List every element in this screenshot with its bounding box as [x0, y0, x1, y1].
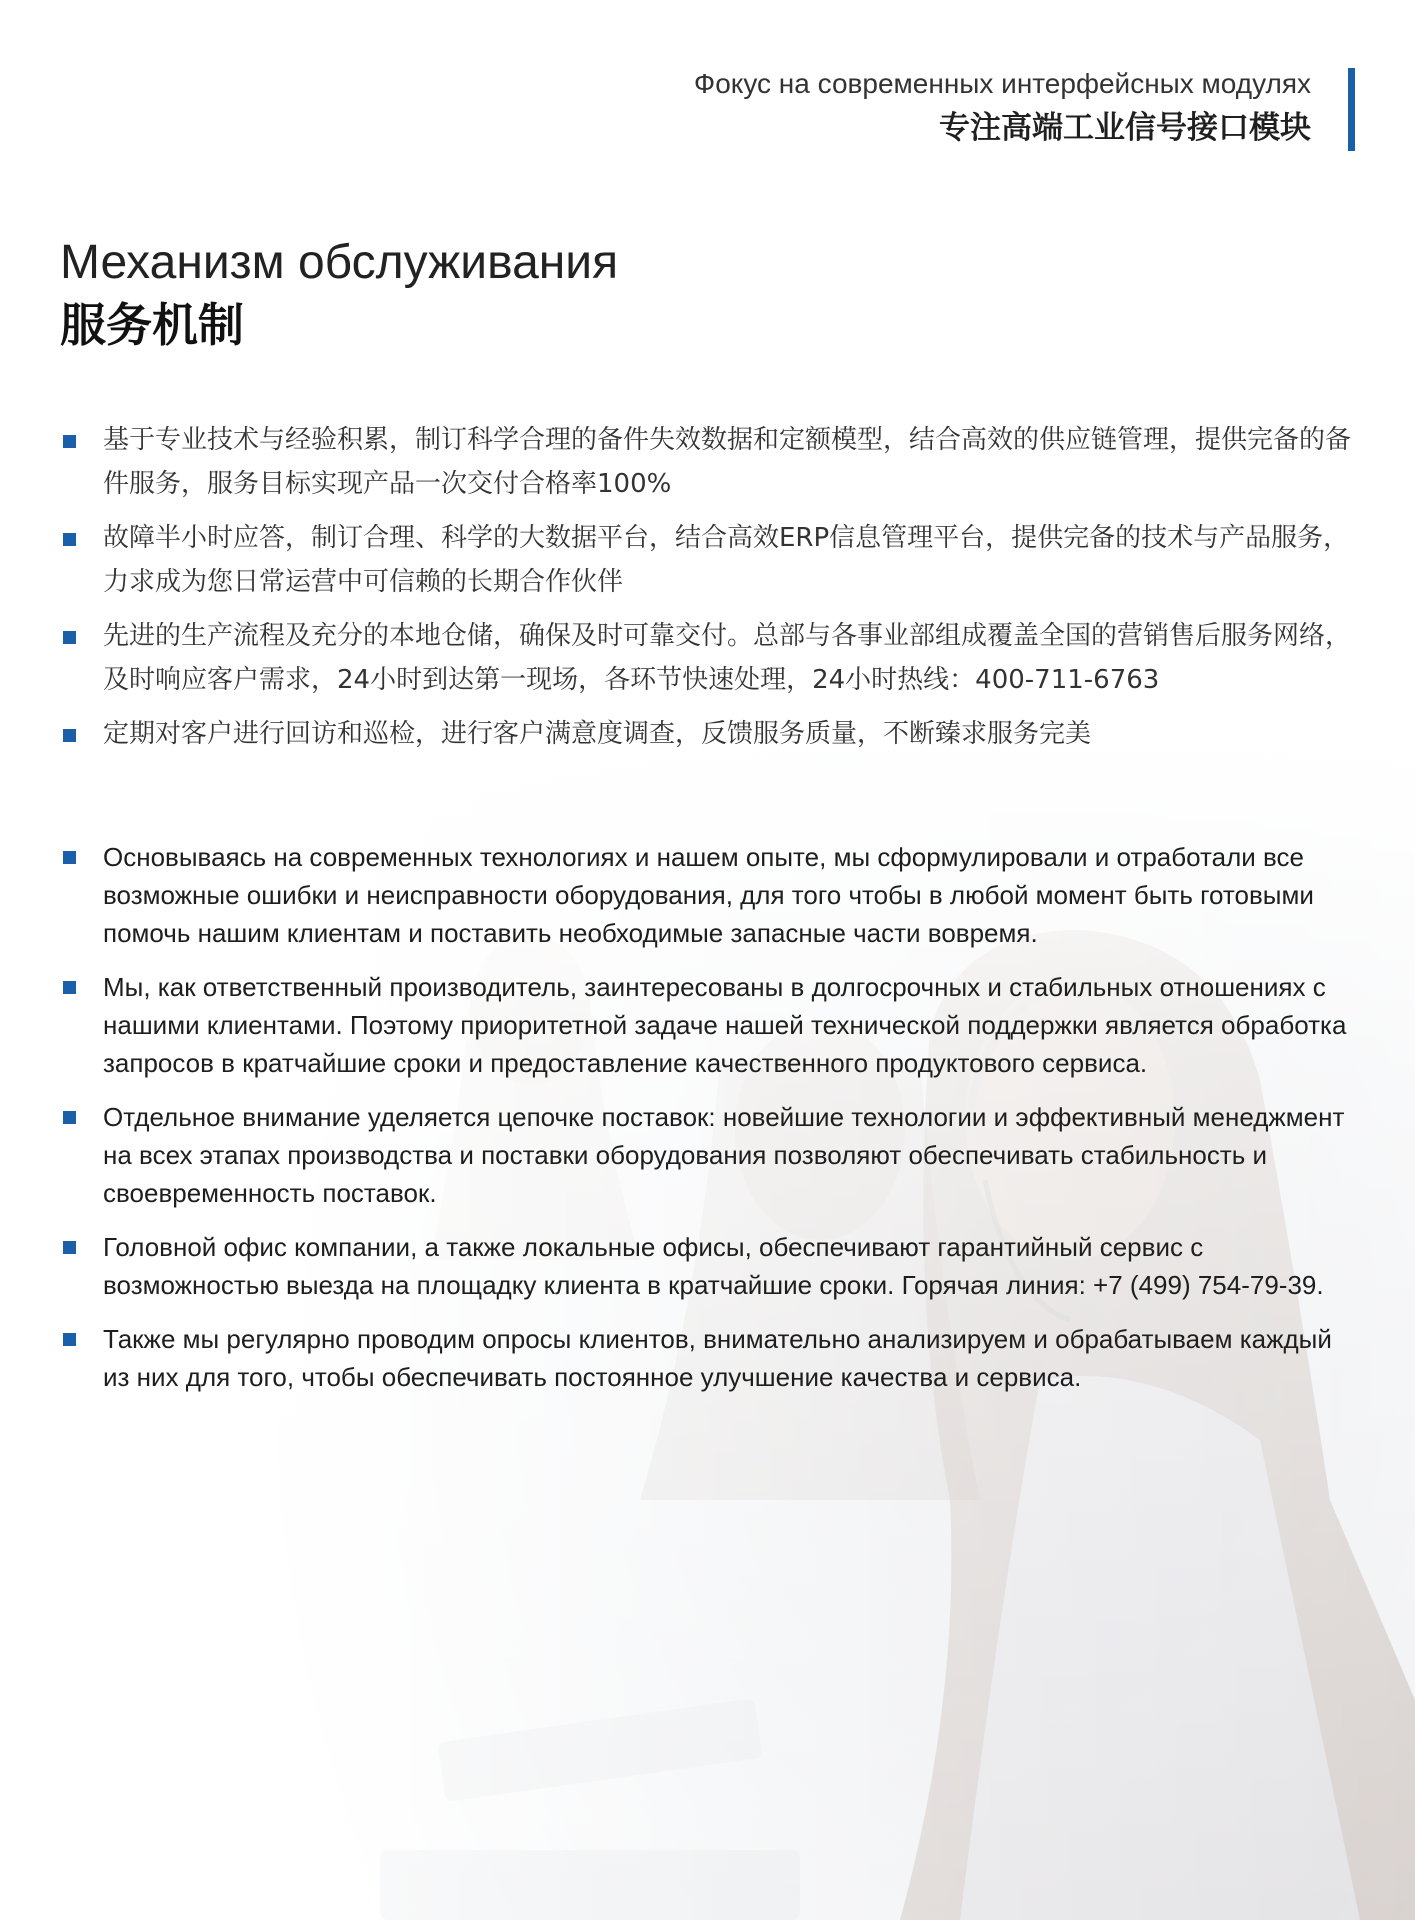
square-bullet-icon [63, 631, 76, 644]
header-subtitle-ru: Фокус на современных интерфейсных модулях [693, 68, 1311, 99]
list-item [60, 712, 1360, 756]
section-title-cn: 服务机制 [60, 298, 244, 352]
square-bullet-icon [63, 533, 76, 546]
square-bullet-icon [63, 1333, 76, 1346]
list-item-text: Отдельное внимание уделяется цепочке поставок: новейшие технологии и эффективный менеджмент на всех этапах производства и поставки оборудования позволяют обеспечивать стабильность и своевременность поставок. [103, 1102, 1345, 1208]
square-bullet-icon [63, 981, 76, 994]
list-item [60, 516, 1360, 604]
list-item-text: 基于专业技术与经验积累，制订科学合理的备件失效数据和定额模型，结合高效的供应链管理，提供完备的备件服务，服务目标实现产品一次交付合格率100% [103, 425, 1352, 499]
bullet-list-ru [60, 838, 1360, 1412]
list-item [60, 1228, 1360, 1304]
list-item-text: 定期对客户进行回访和巡检，进行客户满意度调查，反馈服务质量，不断臻求服务完美 [103, 719, 1092, 749]
section-title [60, 232, 618, 356]
square-bullet-icon [63, 435, 76, 448]
list-item [60, 1098, 1360, 1212]
list-item [60, 1320, 1360, 1396]
square-bullet-icon [63, 851, 76, 864]
list-item-text: Головной офис компании, а также локальные офисы, обеспечивают гарантийный сервис с возможностью выезда на площадку клиента в кратчайшие сроки. Горячая линия: +7 (499) 754-79-39. [103, 1232, 1324, 1300]
square-bullet-icon [63, 729, 76, 742]
header-subtitle-cn: 专注高端工业信号接口模块 [939, 110, 1311, 146]
list-item [60, 418, 1360, 506]
list-item [60, 968, 1360, 1082]
section-title-ru: Механизм обслуживания [60, 236, 619, 289]
page-header [694, 64, 1311, 152]
header-accent-bar [1348, 68, 1355, 151]
list-item-text: 先进的生产流程及充分的本地仓储，确保及时可靠交付。总部与各事业部组成覆盖全国的营销售后服务网络，及时响应客户需求，24小时到达第一现场，各环节快速处理，24小时热线：400-711-6763 [103, 621, 1352, 695]
square-bullet-icon [63, 1241, 76, 1254]
list-item-text: Мы, как ответственный производитель, заинтересованы в долгосрочных и стабильных отношениях с нашими клиентами. Поэтому приоритетной задаче нашей технической поддержки является обработка запросов в кратчайшие сроки и предоставление качественного продуктового сервиса. [103, 972, 1347, 1078]
list-item [60, 614, 1360, 702]
list-item-text: Также мы регулярно проводим опросы клиентов, внимательно анализируем и обрабатываем каждый из них для того, чтобы обеспечивать постоянное улучшение качества и сервиса. [103, 1324, 1332, 1392]
list-item-text: Основываясь на современных технологиях и нашем опыте, мы сформулировали и отработали все возможные ошибки и неисправности оборудования, для того чтобы в любой момент быть готовыми помочь нашим клиентам и поставить необходимые запасные части вовремя. [103, 842, 1314, 948]
bullet-list-cn [60, 418, 1360, 766]
list-item-text: 故障半小时应答，制订合理、科学的大数据平台，结合高效ERP信息管理平台，提供完备的技术与产品服务，力求成为您日常运营中可信赖的长期合作伙伴 [103, 523, 1350, 597]
list-item [60, 838, 1360, 952]
square-bullet-icon [63, 1111, 76, 1124]
